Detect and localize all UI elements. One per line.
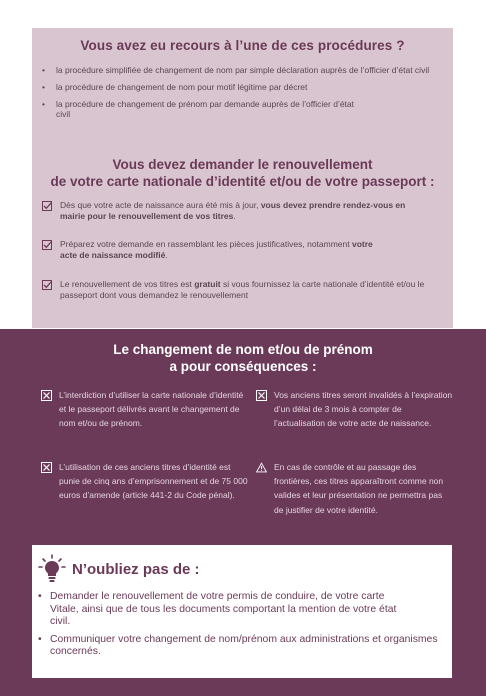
reminder-title: N’oubliez pas de : [72,561,200,578]
procedures-list [42,65,442,126]
consequences-title-line2: a pour conséquences : [169,359,317,374]
consequence-text: Vos anciens titres seront invalidés à l’expiration d’un délai de 3 mois à compter de l’actualisation de votre acte de naissance. [274,390,453,429]
procedure-item: • la procédure de changement de nom pour motif légitime par décret [42,82,442,92]
consequence-text: L’interdiction d’utiliser la carte nationale d’identité et le passeport délivrés avant le changement de nom et/ou de prénom. [59,390,244,429]
check-text-post: . [165,250,168,260]
renewal-title [32,156,453,190]
consequence-item [256,388,454,431]
consequence-text: L’utilisation de ces anciens titres d’identité est punie de cinq ans d’emprisonnement et de 75 000 euros d’amende (article 441-2 du Code pénal). [59,462,248,501]
consequence-item [41,388,249,431]
consequences-title-line1: Le changement de nom et/ou de prénom [113,342,373,357]
reminder-item: • Demander le renouvellement de votre permis de conduire, de votre carte Vitale, ainsi que de tous les documents comportant la mention de votre état civil. [36,591,410,629]
renewal-check-item [42,239,380,261]
check-text-bold: vous devez prendre rendez-vous en mairie pour le renouvellement de vos titres [60,200,406,221]
check-text-bold: gratuit [194,279,221,289]
x-box-icon [41,390,52,401]
consequence-item [41,460,249,503]
renewal-title-line2: de votre carte nationale d’identité et/ou de votre passeport : [50,174,435,189]
check-text-pre: Dès que votre acte de naissance aura été mis à jour, [60,200,261,210]
reminder-box [32,545,452,678]
consequence-item [256,460,454,517]
warning-icon [256,462,267,473]
check-text-bold: votre acte de naissance modifié [60,239,373,260]
check-text-pre: Le renouvellement de vos titres est [60,279,195,289]
check-text-post: si vous fournissez la carte nationale d’identité et/ou le passeport dont vous demandez le renouvellement [60,279,425,300]
consequences-title [0,341,486,375]
procedures-title: Vous avez eu recours à l’une de ces procédures ? [80,38,405,53]
check-text-pre: Préparez votre demande en rassemblant les pièces justificatives, notamment [60,239,352,249]
reminder-list [36,591,446,664]
renewal-check-item [42,279,430,301]
checkbox-icon [42,280,52,290]
renewal-check-item [42,200,415,222]
check-text-post: . [233,211,236,221]
consequence-text: En cas de contrôle et au passage des frontières, ces titres apparaîtront comme non valides et leur présentation ne permettra pas de justifier de votre identité. [274,462,444,515]
lightbulb-icon [38,554,66,584]
renewal-title-line1: Vous devez demander le renouvellement [112,157,373,172]
procedure-item: • la procédure simplifiée de changement de nom par simple déclaration auprès de l’officier d’état civil [42,65,436,75]
reminder-item: • Communiquer votre changement de nom/prénom aux administrations et organismes concernés. [36,634,450,659]
procedure-item: • la procédure de changement de prénom par demande auprès de l’officier d’état civil [42,99,356,119]
checkbox-icon [42,240,52,250]
x-box-icon [256,390,267,401]
procedures-panel [32,28,453,328]
checkbox-icon [42,201,52,211]
x-box-icon [41,462,52,473]
